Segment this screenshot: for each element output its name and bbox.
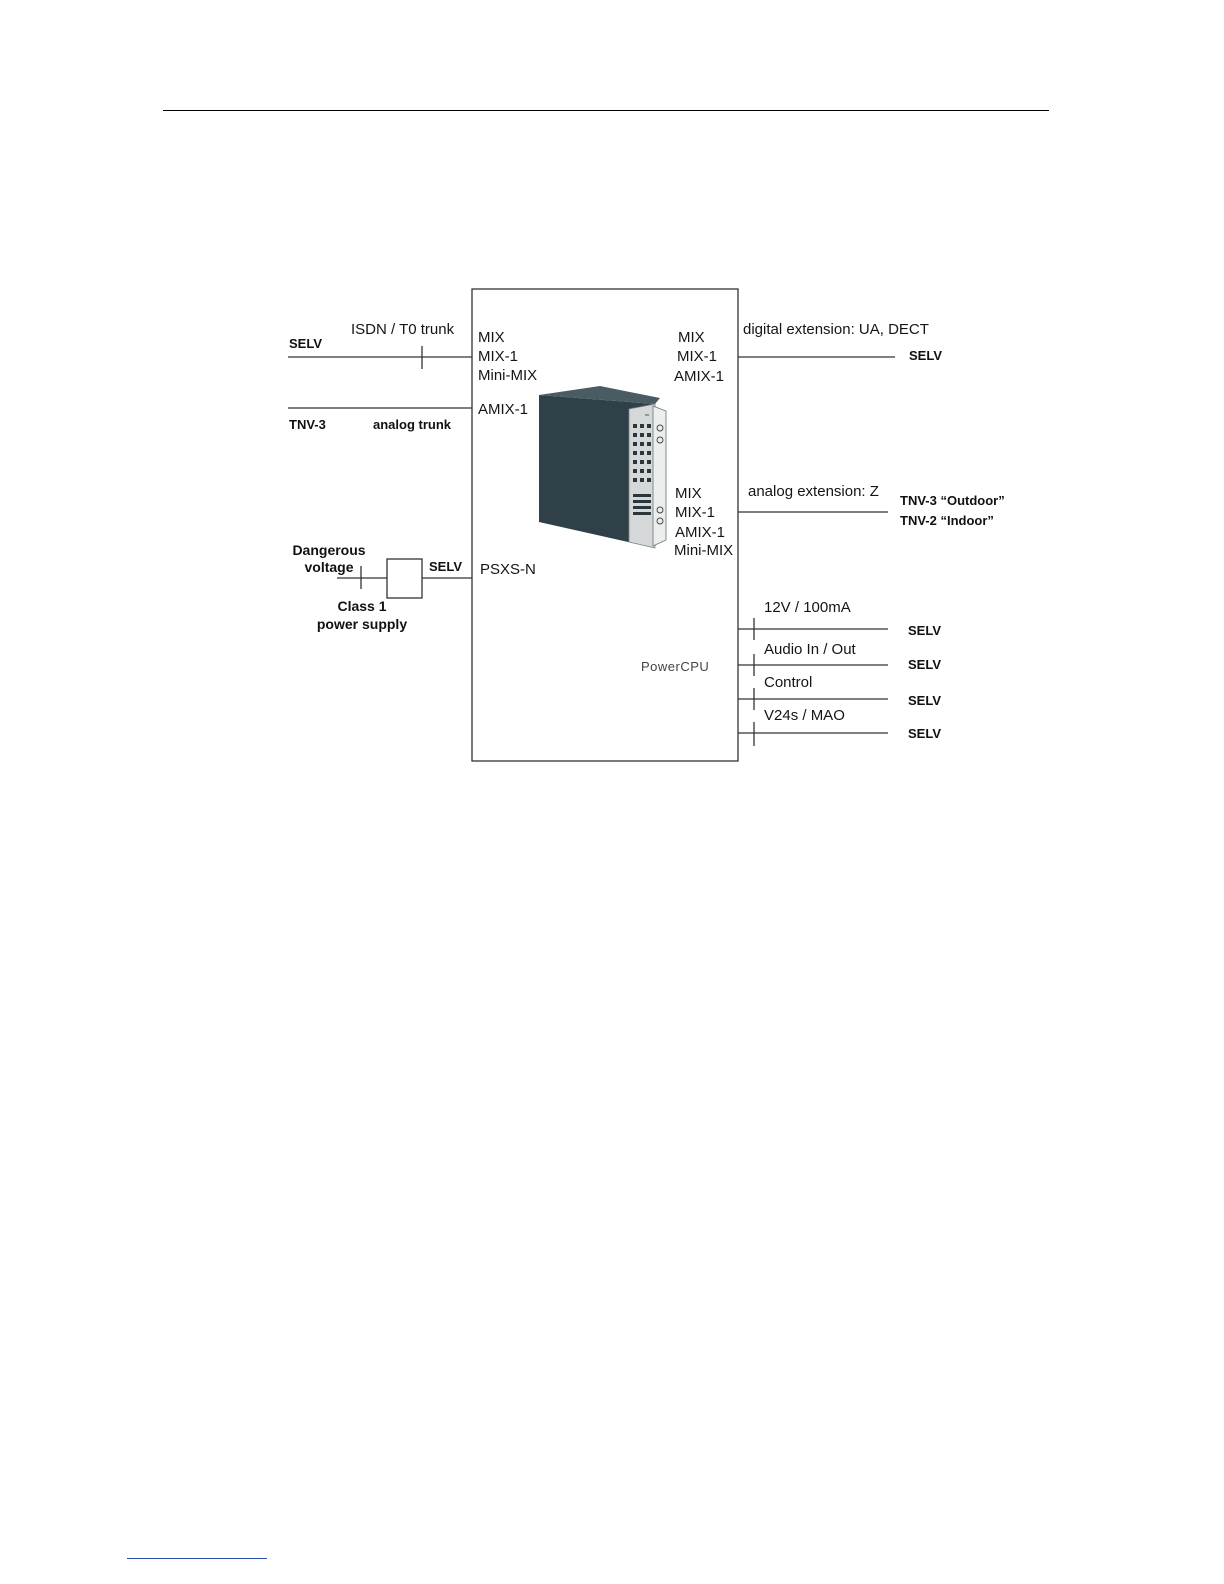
right-top-amix1-label: AMIX-1 <box>674 368 725 385</box>
tnv3-outdoor-label: TNV-3 “Outdoor” <box>900 493 1005 508</box>
psxs-n-label: PSXS-N <box>480 561 536 578</box>
isdn-trunk-label: ISDN / T0 trunk <box>351 321 455 338</box>
class1-label-2: power supply <box>316 616 408 632</box>
pbx-device-illustration <box>539 386 666 548</box>
left-minimix-label: Mini-MIX <box>478 367 538 384</box>
left-mix1-label: MIX-1 <box>478 348 519 365</box>
left-mix-label: MIX <box>478 329 505 346</box>
class1-power-supply-box <box>387 559 422 598</box>
right-mid-minimix-label: Mini-MIX <box>674 542 734 559</box>
control-selv-label: SELV <box>908 693 941 708</box>
powercpu-label: PowerCPU <box>641 659 710 674</box>
control-label: Control <box>764 674 813 691</box>
analog-extension-label: analog extension: Z <box>748 483 879 500</box>
isdn-selv-label: SELV <box>289 336 322 351</box>
v24-label: V24s / MAO <box>764 707 845 724</box>
right-mid-mix-label: MIX <box>675 485 702 502</box>
right-mid-amix1-label: AMIX-1 <box>675 524 726 541</box>
psu-selv-label: SELV <box>429 559 462 574</box>
digital-selv-label: SELV <box>909 348 942 363</box>
right-top-mix1-label: MIX-1 <box>677 348 718 365</box>
dangerous-voltage-label-2: voltage <box>304 559 354 575</box>
left-amix1-label: AMIX-1 <box>478 401 529 418</box>
power-12v-selv-label: SELV <box>908 623 941 638</box>
digital-extension-label: digital extension: UA, DECT <box>743 321 929 338</box>
audio-label: Audio In / Out <box>764 641 856 658</box>
tnv3-label: TNV-3 <box>289 417 326 432</box>
analog-trunk-label: analog trunk <box>373 417 452 432</box>
footnote-rule <box>127 1558 267 1559</box>
dangerous-voltage-label-1: Dangerous <box>292 542 366 558</box>
audio-selv-label: SELV <box>908 657 941 672</box>
v24-selv-label: SELV <box>908 726 941 741</box>
power-12v-label: 12V / 100mA <box>764 599 851 616</box>
right-mid-mix1-label: MIX-1 <box>675 504 716 521</box>
right-top-mix-label: MIX <box>678 329 705 346</box>
class1-label-1: Class 1 <box>337 598 387 614</box>
tnv2-indoor-label: TNV-2 “Indoor” <box>900 513 994 528</box>
